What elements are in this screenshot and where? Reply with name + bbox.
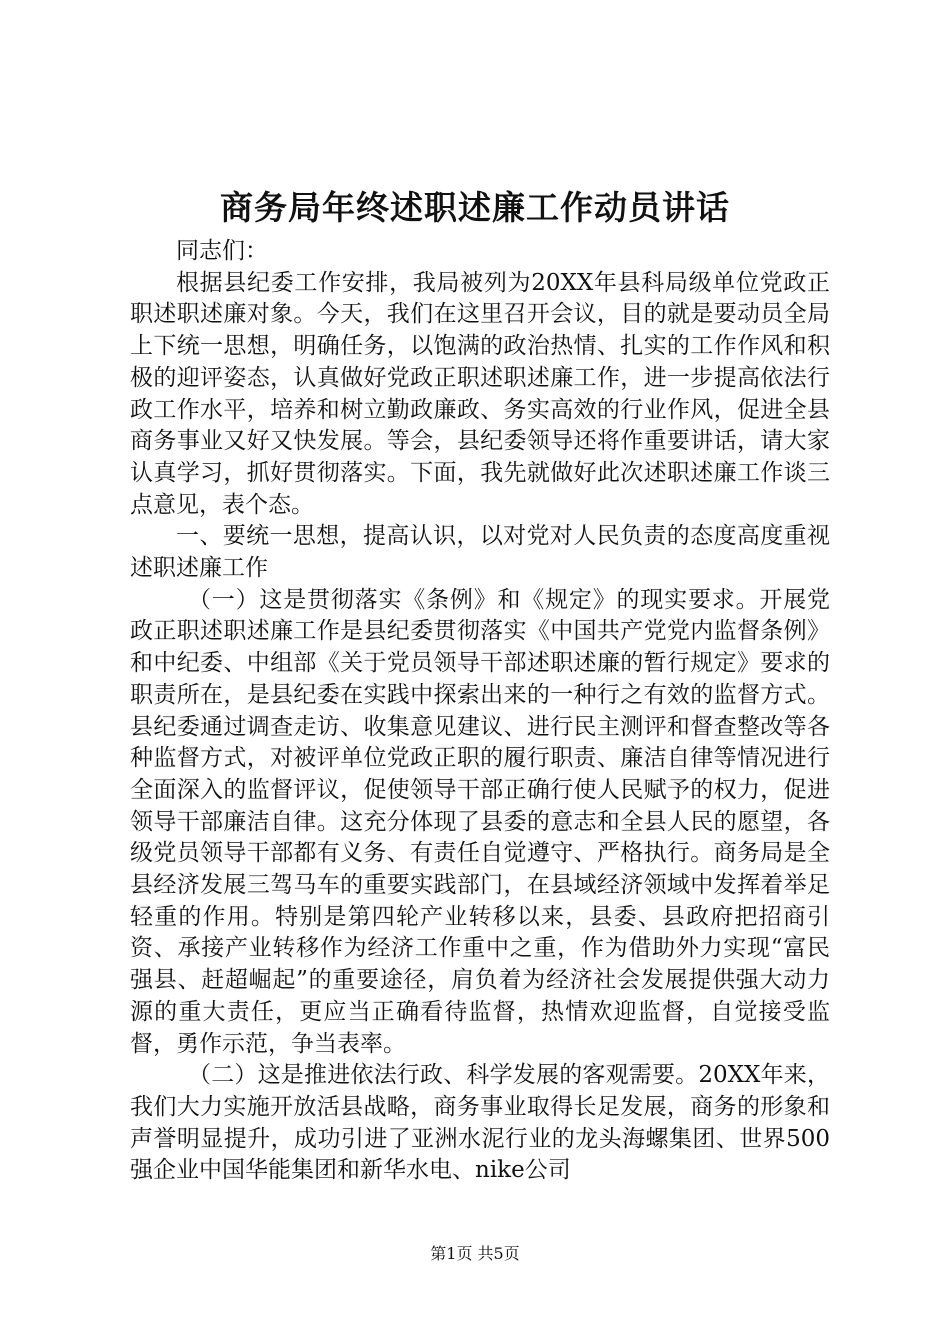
document-title: 商务局年终述职述廉工作动员讲话 (220, 188, 730, 227)
page-footer: 第1页 共5页 (430, 1244, 520, 1263)
section-heading-1: 一、要统一思想，提高认识，以对党对人民负责的态度高度重视述职述廉工作 (130, 523, 830, 582)
paragraph-subsection-1: （一）这是贯彻落实《条例》和《规定》的现实要求。开展党政正职述职述廉工作是县纪委贯彻落实《中国共产党党内监督条例》和中纪委、中组部《关于党员领导干部述职述廉的暂行规定》要求的职责所在，是县纪委在实践中探索出来的一种行之有效的监督方式。县纪委通过调查走访、收集意见建议、进行民主测评和督查整改等各种监督方式，对被评单位党政正职的履行职责、廉洁自律等情况进行全面深入的监督评议，促使领导干部正确行使人民赋予的权力，促进领导干部廉洁自律。这充分体现了县委的意志和全县人民的愿望，各级党员领导干部都有义务、有责任自觉遵守、严格执行。商务局是全县经济发展三驾马车的重要实践部门，在县域经济领域中发挥着举足轻重的作用。特别是第四轮产业转移以来，县委、县政府把招商引资、承接产业转移作为经济工作重中之重，作为借助外力实现“富民强县、赶超崛起”的重要途径，肩负着为经济社会发展提供强大动力源的重大责任，更应当正确看待监督，热情欢迎监督，自觉接受监督，勇作示范，争当表率。 (130, 586, 830, 1057)
salutation: 同志们： (176, 238, 268, 264)
document-body (130, 236, 830, 1187)
paragraph-subsection-2: （二）这是推进依法行政、科学发展的客观需要。20XX年来，我们大力实施开放活县战略，商务事业取得长足发展，商务的形象和声誉明显提升，成功引进了亚洲水泥行业的龙头海螺集团、世界500强企业中国华能集团和新华水电、nike公司 (130, 1062, 830, 1184)
paragraph-intro: 根据县纪委工作安排，我局被列为20XX年县科局级单位党政正职述职述廉对象。今天，我们在这里召开会议，目的就是要动员全局上下统一思想，明确任务，以饱满的政治热情、扎实的工作作风和积极的迎评姿态，认真做好党政正职述职述廉工作，进一步提高依法行政工作水平，培养和树立勤政廉政、务实高效的行业作风，促进全县商务事业又好又快发展。等会，县纪委领导还将作重要讲话，请大家认真学习，抓好贯彻落实。下面，我先就做好此次述职述廉工作谈三点意见，表个态。 (130, 269, 830, 518)
